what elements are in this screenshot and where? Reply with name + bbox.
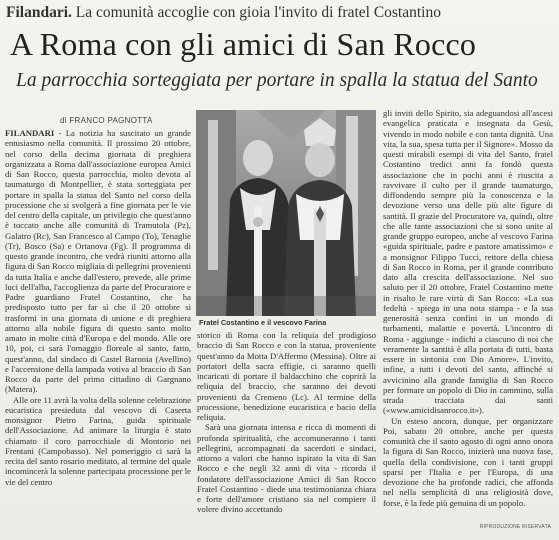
article-column-3 [383, 108, 553, 520]
photo-caption: Fratel Costantino e il vescovo Farina [199, 318, 327, 327]
column-1-text: - La notizia ha suscitato un grande entusiasmo nella comunità. Il prossimo 20 ottobre, nel corso della decima giornata di preghiera organizzata a Roma dall'associazione europea Amici di San Rocco, questa parrocchia, molto devota al taumaturgo di Montpellier, è stata sorteggiata per portare in spalla la statua del Santo nel corso della processione che si svolgerà a fine giornata per le vie del centro della capitale, un privilegio che quest'anno è toccato anche alle comunità di Tramutola (Pz), Galatro (Rc), San Francesco al Campo (To), Tenaglie (Tr), Bosco (Sa) e Ortanova (Fg). Il programma di questo grande incontro, che vedrà riuniti attorno alla figura di San Rocco migliaia di pellegrini provenienti da tutta Italia e anche dall'estero, prevede, alle prime luci dell'alba, l'accoglienza da parte del Procuratore e Padre guardiano Fratel Costantino, che ha predisposto tutto per far sì che il 20 ottobre si trasformi in una giornata di unione e di preghiera attorno alla nobile figura di questo santo molto amato in molte città d'Europa e del mondo. Alle ore 10, poi, ci sarà l'omaggio floreale al santo, fatto, quest'anno, dal sindaco di Castel Baronia (Avellino) e l'accensione della lampada votiva al braccio di San Rocco da parte del primo cittadino di Gargnano (Matera). [5, 128, 191, 395]
column-1-paragraph [5, 128, 191, 395]
article-column-2 [197, 330, 376, 530]
article-photo [196, 110, 376, 316]
article-byline: di FRANCO PAGNOTTA [60, 116, 153, 125]
column-3-paragraph: gli inviti dello Spirito, sia adeguandosi all'ascesi evangelica praticata e insegnata da Gesù, vivendo in modo nobile e con tanta dignità. Una vita, la sua, spesa tutta per il Signore». Mosso da questi mirabili esempi di vita del Santo, fratel Costantino tredici anni fa fondò questa associazione che in pochi anni è riuscita a ravvivare il culto per il grande taumaturgo, diffondendo sempre più la conoscenza e la devozione verso una delle più alte figure di santità. Il grazie del Procuratore va, quindi, oltre che alle tante associazioni che si sono unite al grande gruppo europeo, anche al vescovo Farina «guida spirituale, padre e pastore amatissimo» e a monsignor Filippo Tucci, rettore della chiesa di San Rocco in Roma, per il grande contributo dato alla crescita dell'associazione. Nel suo saluto per il 20 ottobre, Fratel Costantino mette in risalto le rare virtù di San Rocco: «La sua fedeltà - spiega in una nota stampa - e la sua generosità senza confini in un mondo di turbamenti, malattie e povertà. L'incontro di Roma - aggiunge - indichi a ciascuno di noi che veramente la santità è alla portata di tutti, basta essere in sintonia con Dio Amore». L'invito, infine, a tutti i devoti del santo, affinché si avvicinino alla grande famiglia di San Rocco per formare un popolo di Dio in cammino, sulla strada tracciata dai santi («www.amicidisanrocco.it»). [383, 108, 553, 416]
dateline: FILANDARI [5, 128, 55, 138]
article-subheadline: La parrocchia sorteggiata per portare in spalla la statua del Santo [16, 70, 538, 91]
article-column-1 [5, 128, 191, 532]
article-headline: A Roma con gli amici di San Rocco [10, 26, 477, 62]
kicker-place: Filandari. [6, 4, 72, 21]
column-2-paragraph: Sarà una giornata intensa e ricca di momenti di profonda spiritualità, che accomuneranno i tanti pellegrini, accompagnati da sacerdoti e sindaci, attorno a valori che hanno ispirato la vita di San Rocco e che negli 32 anni di vita - ricorda il fondatore dell'associazione Amici di San Rocco Fratel Costantino - diede una testimonianza chiara e forte dell'amore cristiano sia nel compiere il volere divino accettando [197, 422, 376, 515]
kicker-text: La comunità accoglie con gioia l'invito di fratel Costantino [75, 4, 441, 21]
article-kicker [6, 4, 556, 22]
column-2-paragraph: storico di Roma con la reliquia del prodigioso braccio di San Rocco e con la statua, proveniente quest'anno da Motta D'Affermo (Messina). Oltre ai portatori della sacra effigie, ci saranno quelli incaricati di portare il baldacchino che coprirà la reliquia del braccio, che saranno dei devoti provenienti da Cremeno (Lc). Al termine della processione, benedizione eucaristica e bacio della reliquia. [197, 330, 376, 422]
column-3-paragraph: Un esteso ancora, dunque, per organizzare Poi, sabato 20 ottobre, anche per questa comunità che il santo agosto di ogni anno onora la figura di San Rocco, inizierà una nuova fase, quella della condivisione, con i tanti gruppi sparsi per l'Italia e per l'Europa, di una devozione che ha profonde radici, che affonda nel nella semplicità di una religiosità dove, forse, è la fede più genuina di un popolo. [383, 415, 553, 508]
reproduction-notice: RIPRODUZIONE RISERVATA [479, 524, 551, 530]
column-1-paragraph: Alle ore 11 avrà la volta della solenne celebrazione eucaristica presieduta dal vescovo di Caserta monsignor Pietro Farina, guida spirituale dell'Associazione. Ad animare la liturgia è stato chiamato il coro parrocchiale di Montorio nei Frentani (Campobasso). Nel pomeriggio ci sarà la recita del santo rosario meditato, al termine del quale incomincerà la solenne partecipata processione per le vie del centro [5, 394, 191, 487]
